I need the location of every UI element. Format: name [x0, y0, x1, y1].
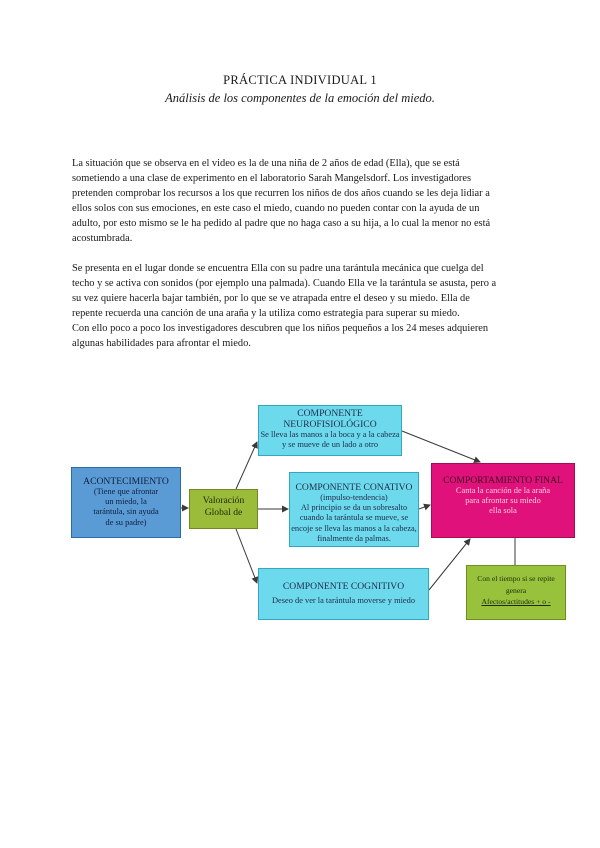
neuro-line: Se lleva las manos a la boca y a la cabeza — [260, 430, 400, 439]
conative-line: encoje se lleva las manos a la cabeza, — [291, 523, 417, 533]
cognitive-component-box — [258, 568, 429, 620]
neuro-title: NEUROFISIOLÓGICO — [283, 419, 377, 430]
neuro-line: y se mueve de un lado a otro — [281, 440, 379, 450]
paragraph-line: repente recuerda una canción de una araña y la utiliza como estrategia para superar su miedo. — [72, 308, 460, 320]
time-line: genera — [505, 585, 527, 595]
arrow-evaluation-to-neuro — [236, 442, 257, 489]
evaluation-line: Valoración — [202, 495, 245, 506]
arrow-cognitive-to-final — [429, 539, 470, 590]
final-line: para afrontar su miedo — [465, 496, 541, 506]
time-line: Con el tiempo si se repite — [477, 574, 555, 583]
conative-line: finalmente da palmas. — [317, 533, 391, 543]
arrow-conative-to-final — [419, 505, 430, 509]
event-box — [71, 467, 181, 538]
neuro-component-box — [258, 405, 402, 456]
final-line: Canta la canción de la araña — [455, 486, 551, 495]
paragraph-line: su vez quiere hacerla bajar también, por lo que se ve atrapada entre el deseo y su miedo. Ella de — [72, 293, 470, 305]
neuro-title: COMPONENTE — [297, 408, 363, 419]
paragraph-line: techo y se activa con sonidos (por ejemplo una palmada). Cuando Ella ve la tarántula se asusta, pero a — [72, 278, 497, 290]
paragraph-line: acostumbrada. — [72, 233, 133, 245]
arrow-evaluation-to-cognitive — [236, 529, 257, 583]
paragraph-line: sometiendo a una clase de experimento en el laboratorio Sarah Mangelsdorf. Los investigadores — [72, 173, 472, 185]
time-effect-box — [466, 565, 566, 620]
time-underlined: Afectos/actitudes + o - — [481, 597, 551, 606]
cognitive-title: COMPONENTE COGNITIVO — [282, 581, 405, 592]
event-line: tarántula, sin ayuda — [93, 507, 159, 517]
conative-line: cuando la tarántula se mueve, se — [299, 513, 409, 523]
conative-title: COMPONENTE CONATIVO — [295, 482, 413, 493]
arrow-neuro-to-final — [402, 431, 480, 462]
final-line: ella sola — [489, 506, 517, 516]
cognitive-line: Deseo de ver la tarántula moverse y miedo — [271, 596, 416, 605]
event-line: un miedo, la — [105, 497, 147, 507]
conative-line: (impulso-tendencia) — [320, 493, 388, 502]
event-line: (Tiene que afrontar — [93, 487, 159, 496]
conative-component-box — [289, 472, 419, 547]
paragraph-line: algunas habilidades para afrontar el miedo. — [72, 338, 251, 350]
document-subtitle: Análisis de los componentes de la emoción del miedo. — [165, 91, 435, 105]
paragraph-line: Con ello poco a poco los investigadores descubren que los niños pequeños a los 24 meses adquieren — [72, 323, 489, 335]
evaluation-box — [189, 489, 258, 529]
paragraph-line: ellos solos con sus emociones, en este caso el miedo, cuando no pueden contar con la ayuda de un — [72, 203, 480, 215]
final-behavior-box — [431, 463, 575, 538]
paragraph-line: Se presenta en el lugar donde se encuentra Ella con su padre una tarántula mecánica que cuelga del — [72, 263, 484, 274]
conative-line: Al principio se da un sobresalto — [300, 503, 408, 513]
paragraph-line: adulto, por esto mismo se le ha pedido al padre que no haga caso a su hija, a lo cual la menor no está — [72, 218, 491, 230]
event-line: de su padre) — [105, 517, 147, 527]
final-title: COMPORTAMIENTO FINAL — [443, 475, 563, 486]
document-title: PRÁCTICA INDIVIDUAL 1 — [223, 73, 377, 87]
paragraph-line: La situación que se observa en el video es la de una niña de 2 años de edad (Ella), que se está — [72, 158, 460, 169]
paragraph-line: pretenden comprobar los recursos a los que recurren los niños de dos años cuando se les deja lidiar a — [72, 188, 490, 200]
evaluation-line: Global de — [204, 507, 243, 518]
event-title: ACONTECIMIENTO — [83, 476, 169, 487]
